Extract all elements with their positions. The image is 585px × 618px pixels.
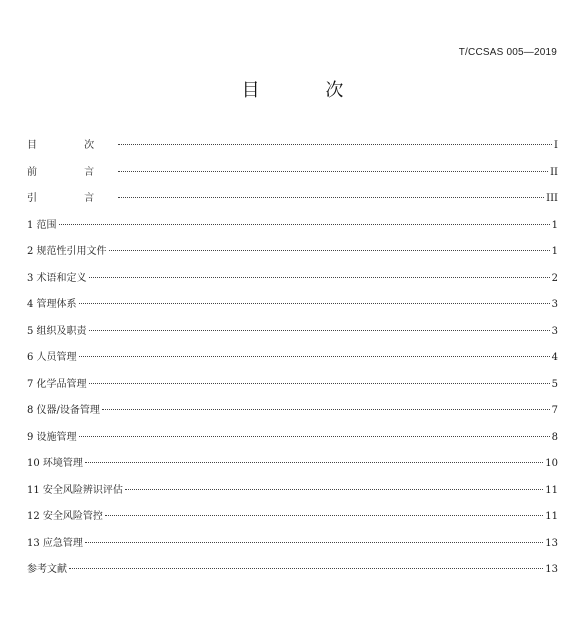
- toc-entry[interactable]: [27, 216, 558, 243]
- toc-entry[interactable]: [27, 481, 558, 508]
- toc-entry[interactable]: [27, 401, 558, 428]
- toc-entry-page: 11: [545, 484, 558, 496]
- toc-entry-label: 目 次: [27, 140, 117, 151]
- toc-entry-page: 8: [551, 431, 558, 443]
- toc-entry-page: 1: [551, 246, 558, 257]
- toc-entry-page: 2: [551, 272, 558, 284]
- toc-entry-label: 10 环境管理: [27, 458, 83, 469]
- toc-dot-leader: [89, 330, 550, 331]
- toc-dot-leader: [79, 356, 550, 357]
- toc-dot-leader: [59, 224, 550, 225]
- toc-entry-page: 3: [551, 299, 558, 310]
- toc-dot-leader: [118, 144, 552, 145]
- toc-dot-leader: [89, 277, 550, 278]
- toc-dot-leader: [79, 436, 550, 437]
- toc-entry-label: 12 安全风险管控: [27, 511, 103, 522]
- toc-entry-page: 5: [551, 378, 558, 390]
- toc-dot-leader: [125, 489, 543, 490]
- toc-entry-label: 参考文献: [27, 564, 67, 575]
- toc-entry[interactable]: [27, 269, 558, 296]
- toc-entry-label: 1 范围: [27, 219, 57, 231]
- toc-entry-label: 3 术语和定义: [27, 272, 87, 284]
- toc-dot-leader: [118, 171, 548, 172]
- toc-entry-page: III: [546, 193, 558, 204]
- toc-entry-page: II: [550, 166, 558, 178]
- toc-entry[interactable]: [27, 534, 558, 561]
- toc-entry[interactable]: [27, 454, 558, 481]
- toc-entry-page: 13: [545, 537, 558, 549]
- toc-dot-leader: [102, 409, 550, 410]
- standard-code: T/CCSAS 005—2019: [458, 47, 557, 58]
- toc-entry[interactable]: [27, 348, 558, 375]
- toc-dot-leader: [109, 250, 550, 251]
- toc-entry[interactable]: [27, 375, 558, 402]
- toc-entry-page: 3: [551, 325, 558, 337]
- toc-entry-label: 前 言: [27, 166, 117, 178]
- toc-entry-page: I: [554, 140, 558, 151]
- toc-entry[interactable]: [27, 322, 558, 349]
- toc-entry-page: 1: [551, 219, 558, 231]
- toc-dot-leader: [85, 462, 543, 463]
- toc-entry-page: 7: [551, 405, 558, 416]
- toc-entry-page: 13: [545, 564, 558, 575]
- toc-dot-leader: [105, 515, 543, 516]
- toc-entry-label: 引 言: [27, 193, 117, 204]
- toc-entry-label: 4 管理体系: [27, 299, 77, 310]
- toc-entry[interactable]: [27, 560, 558, 587]
- toc-entry-label: 13 应急管理: [27, 537, 83, 549]
- toc-entry[interactable]: [27, 507, 558, 534]
- toc-entry[interactable]: [27, 189, 558, 216]
- toc-entry-label: 8 仪器/设备管理: [27, 405, 100, 416]
- toc-dot-leader: [89, 383, 550, 384]
- toc-dot-leader: [118, 197, 544, 198]
- toc-entry-page: 11: [545, 511, 558, 522]
- toc-entry-label: 6 人员管理: [27, 352, 77, 363]
- toc-entry-label: 11 安全风险辨识评估: [27, 484, 123, 496]
- toc-dot-leader: [69, 568, 543, 569]
- toc-entry[interactable]: [27, 136, 558, 163]
- page-title: 目 次: [241, 80, 374, 101]
- toc-entry-label: 5 组织及职责: [27, 325, 87, 337]
- toc-entry[interactable]: [27, 428, 558, 455]
- toc-entry-label: 2 规范性引用文件: [27, 246, 107, 257]
- toc-dot-leader: [79, 303, 550, 304]
- toc-entry[interactable]: [27, 163, 558, 190]
- table-of-contents: [27, 136, 558, 587]
- toc-entry-page: 10: [545, 458, 558, 469]
- toc-entry[interactable]: [27, 295, 558, 322]
- toc-entry[interactable]: [27, 242, 558, 269]
- toc-dot-leader: [85, 542, 543, 543]
- toc-entry-label: 7 化学品管理: [27, 378, 87, 390]
- toc-entry-label: 9 设施管理: [27, 431, 77, 443]
- toc-entry-page: 4: [551, 352, 558, 363]
